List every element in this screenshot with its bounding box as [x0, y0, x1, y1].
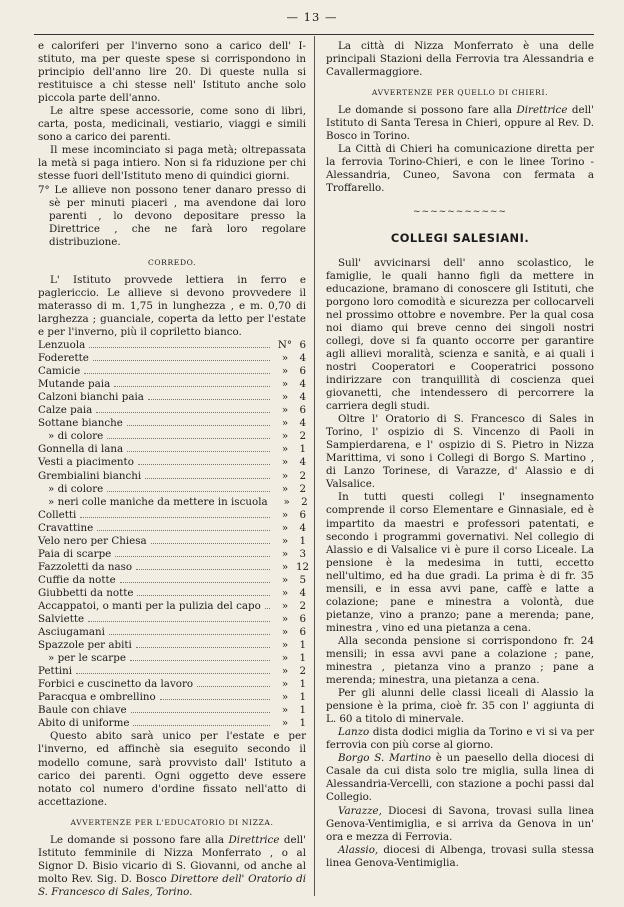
- corredo-item-name: Cuffie da notte: [38, 573, 116, 586]
- corredo-item: [38, 600, 306, 613]
- leader-dots: [265, 600, 270, 609]
- corredo-item: [38, 404, 306, 417]
- place-description: è un paesello della diocesi di Casale da cui dista solo tre miglia, sulla linea di Alessandria-Vercelli, con stazione a pochi passi dal Collegio.: [326, 752, 594, 804]
- quantity-mark: »: [281, 652, 289, 665]
- quantity-mark: »: [281, 430, 289, 443]
- quantity-value: 6: [299, 613, 306, 626]
- intro-paragraph-1: e caloriferi per l'inverno sono a carico dell' I-stituto, ma per queste spese si corrispondono in principio dell'anno lire 20. Di queste nulla si restituisce a chi stesse nell' Istituto anche solo piccola parte dell'anno.: [38, 40, 306, 105]
- corredo-item-name: Spazzole per abiti: [38, 639, 132, 652]
- leader-dots: [133, 717, 270, 726]
- quantity-value: 4: [299, 586, 306, 599]
- corredo-item-quantity: [274, 417, 306, 430]
- leader-dots: [97, 522, 270, 531]
- corredo-item-quantity: [274, 404, 306, 417]
- corredo-item: [38, 560, 310, 574]
- corredo-item-name: Giubbetti da notte: [38, 586, 134, 599]
- place-description: diocesi di Albenga, trovasi sulla stessa linea Genova-Ventimiglia.: [326, 843, 594, 869]
- quantity-mark: »: [281, 521, 289, 534]
- quantity-value: 4: [299, 391, 306, 404]
- leader-dots: [151, 535, 270, 544]
- leader-dots: [127, 443, 270, 452]
- quantity-mark: »: [281, 534, 289, 547]
- corredo-item: [38, 443, 306, 456]
- quantity-mark: »: [281, 482, 289, 495]
- corredo-item-name: Forbici e cuscinetto da lavoro: [38, 678, 194, 691]
- corredo-heading: CORREDO.: [147, 257, 197, 267]
- closing-paragraph: Questo abito sarà unico per l'estate e per l'inverno, ed affinchè sia eseguito secondo il modello comune, sarà provvisto dall' Istituto a carico dei parenti. Ogni oggetto deve essere notato col numero d'ordine fissato nell'atto di accettazione.: [38, 730, 306, 808]
- leader-dots: [136, 561, 270, 570]
- place-description: Diocesi di Savona, trovasi sulla linea Genova-Ventimiglia, e si arriva da Genova in un' ora e mezza di Ferrovia.: [326, 804, 595, 843]
- place-name: Alassio,: [338, 843, 379, 856]
- nizza-heading: AVVERTENZE PER L'EDUCATORIO DI NIZZA.: [70, 817, 274, 827]
- leader-dots: [130, 652, 270, 661]
- chieri-heading: AVVERTENZE PER QUELLO DI CHIERI.: [371, 88, 549, 98]
- nizza-text-italic-1: Direttrice: [228, 833, 280, 846]
- corredo-item-quantity: [274, 456, 306, 469]
- quantity-value: 1: [299, 443, 306, 456]
- intro-paragraph-3: Il mese incominciato si paga metà; oltrepassata la metà si paga intiero. Non si fa riduzione per chi stesse fuori dell'Istituto meno di quindici giorni.: [38, 144, 306, 183]
- quantity-mark: »: [281, 626, 289, 639]
- quantity-value: 2: [299, 469, 306, 482]
- corredo-item-quantity: [274, 509, 306, 522]
- corredo-item-name: » per le scarpe: [48, 652, 126, 665]
- corredo-item: [38, 652, 306, 665]
- collegi-paragraph-1: Sull' avvicinarsi dell' anno scolastico, le famiglie, le quali hanno figli da mettere in educazione, bramano di conoscere gli Istituti, che porgono loro comodità e sicurezza per collocarveli nel prossimo ottobre e novembre. Per la qual cosa noi diamo qui breve cenno dei singoli nostri collegi, dove si fa quanto occorre per garantire agli allievi moralità, scienza e sanità, e ai quali i nostri Cooperatori e Cooperatrici possono indirizzare con tranquillità di coscienza quei giovanetti, che intendessero di percorrere la carriera degli studi.: [326, 256, 594, 413]
- quantity-mark: »: [281, 508, 289, 521]
- leader-dots: [138, 456, 270, 465]
- corredo-item: [38, 613, 306, 626]
- corredo-item: [38, 574, 306, 587]
- corredo-item-name: Calze paia: [38, 404, 93, 417]
- corredo-item-quantity: [274, 717, 306, 730]
- quantity-value: 6: [299, 365, 306, 378]
- corredo-item: [38, 456, 306, 469]
- page-number: — 13 —: [286, 10, 338, 24]
- header-rule: [34, 34, 594, 35]
- corredo-item-name: Abito di uniforme: [38, 717, 130, 730]
- corredo-item-name: Paracqua e ombrellino: [38, 691, 156, 704]
- leader-dots: [145, 470, 270, 479]
- corredo-item-name: Baule con chiave: [38, 704, 127, 717]
- quantity-value: 4: [299, 521, 306, 534]
- quantity-value: 2: [299, 599, 306, 612]
- corredo-item-quantity: [274, 560, 310, 574]
- leader-dots: [80, 509, 270, 518]
- quantity-mark: »: [281, 547, 289, 560]
- quantity-value: 2: [299, 430, 306, 443]
- corredo-item: [38, 704, 306, 717]
- quantity-value: 1: [299, 652, 306, 665]
- corredo-item: [38, 639, 306, 652]
- quantity-mark: »: [283, 495, 290, 508]
- quantity-value: 6: [299, 626, 306, 639]
- corredo-item-quantity: [274, 704, 306, 717]
- quantity-value: 2: [301, 495, 308, 508]
- corredo-item-quantity: [274, 443, 306, 456]
- quantity-mark: »: [281, 352, 289, 365]
- leader-dots: [96, 404, 270, 413]
- leader-dots: [89, 339, 270, 348]
- corredo-item-quantity: [274, 535, 306, 548]
- quantity-mark: »: [281, 613, 289, 626]
- place-name: Borgo S. Martino: [338, 752, 431, 765]
- quantity-value: 5: [299, 573, 306, 586]
- quantity-mark: »: [281, 586, 289, 599]
- corredo-item-name: Paia di scarpe: [38, 547, 112, 560]
- corredo-item-quantity: [274, 339, 306, 352]
- quantity-mark: »: [281, 678, 289, 691]
- leader-dots: [120, 574, 270, 583]
- quantity-mark: »: [281, 573, 289, 586]
- chieri-text-b: dell' Istituto di Santa Teresa in Chieri, oppure al Rev. D. Bosco in Torino.: [326, 104, 594, 143]
- quantity-mark: »: [281, 365, 289, 378]
- corredo-item-quantity: [274, 600, 306, 613]
- corredo-item-quantity: [274, 430, 306, 443]
- corredo-item: [38, 496, 306, 509]
- quantity-value: 1: [299, 704, 306, 717]
- quantity-value: 12: [296, 560, 310, 573]
- corredo-item-quantity: [274, 626, 306, 639]
- leader-dots: [148, 391, 270, 400]
- left-column: [38, 40, 310, 899]
- intro-paragraph-2: Le altre spese accessorie, come sono di libri, carta, posta, medicinali, vestiario, viaggi e simili sono a carico dei parenti.: [38, 105, 306, 144]
- leader-dots: [88, 613, 270, 622]
- corredo-item-quantity: [274, 639, 306, 652]
- quantity-value: 3: [299, 547, 306, 560]
- rule-point-7: 7° Le allieve non possono tener danaro presso di sè per minuti piaceri , ma avendone dai loro parenti , lo devono depositare presso la Direttrice , che ne farà loro regolare distribuzione.: [38, 183, 306, 248]
- corredo-item-name: Fazzoletti da naso: [38, 560, 133, 573]
- corredo-item-name: Asciugamani: [38, 626, 105, 639]
- corredo-item-quantity: [274, 522, 306, 535]
- corredo-item: [38, 522, 306, 535]
- quantity-mark: »: [281, 717, 289, 730]
- corredo-item-name: Velo nero per Chiesa: [38, 534, 147, 547]
- quantity-value: 1: [299, 639, 306, 652]
- corredo-paragraph: L' Istituto provvede lettiera in ferro e paglericcio. Le allieve si devono provvedere il materasso di m. 1,75 in lunghezza , e m. 0,70 di larghezza ; guanciale, coperta da letto per l'estate e per l'inverno, più il copriletto bianco.: [38, 273, 306, 338]
- quantity-mark: »: [281, 404, 289, 417]
- nizza-paragraph: [38, 834, 306, 899]
- corredo-item-name: Lenzuola: [38, 339, 86, 352]
- quantity-value: 4: [299, 417, 306, 430]
- corredo-item-quantity: [274, 678, 306, 691]
- right-column: [326, 40, 594, 870]
- leader-dots: [137, 587, 270, 596]
- nizza-text-a: Le domande si possono fare alla: [50, 833, 225, 846]
- corredo-item-quantity: [274, 378, 306, 391]
- corredo-item-name: Vesti a piacimento: [38, 456, 134, 469]
- corredo-item-name: Calzoni bianchi paia: [38, 391, 144, 404]
- column-divider: [314, 36, 315, 896]
- corredo-item-name: Gonnella di lana: [38, 443, 124, 456]
- place-name: Lanzo: [338, 726, 370, 739]
- corredo-item-quantity: [274, 391, 306, 404]
- quantity-value: 4: [299, 352, 306, 365]
- quantity-mark: »: [281, 560, 289, 573]
- corredo-item-name: » neri colle maniche da mettere in iscuola: [48, 495, 268, 508]
- corredo-item: [38, 509, 306, 522]
- corredo-item-quantity: [274, 587, 306, 600]
- corredo-item-quantity: [274, 365, 306, 378]
- quantity-value: 6: [299, 508, 306, 521]
- quantity-mark: »: [281, 599, 289, 612]
- corredo-item: [38, 717, 306, 730]
- corredo-item: [38, 378, 306, 391]
- quantity-value: 1: [299, 534, 306, 547]
- chieri-text-a: Le domande si possono fare alla: [338, 104, 513, 117]
- corredo-item: [38, 665, 306, 678]
- quantity-mark: »: [281, 665, 289, 678]
- quantity-mark: »: [281, 417, 289, 430]
- corredo-item: [38, 352, 306, 365]
- corredo-item-quantity: [274, 613, 306, 626]
- place-paragraph: [326, 844, 594, 870]
- corredo-item-quantity: [274, 665, 306, 678]
- corredo-list: [38, 339, 310, 730]
- corredo-item-name: Mutande paia: [38, 378, 111, 391]
- quantity-value: 1: [299, 691, 306, 704]
- collegi-paragraph-3: In tutti questi collegi l' insegnamento comprende il corso Elementare e Ginnasiale, ed è impartito da maestri e professori patentati, e secondo i programmi governativi. Nel collegio di Alassio e di Valsalice vi è pure il corso Liceale. La pensione è la medesima in tutti, eccetto nell'ultimo, ed ha due gradi. La prima è di fr. 35 mensili, e in essa avvi pane, caffè e latte a colazione; pane e minestra a volontà, due pietanze, vino a pranzo; pane a merenda; pane, minestra , vino ed una pietanza a cena.: [326, 491, 594, 634]
- corredo-item-name: Sottane bianche: [38, 417, 123, 430]
- leader-dots: [160, 691, 270, 700]
- collegi-paragraph-5: Per gli alunni delle classi liceali di Alassio la pensione è la prima, cioè fr. 35 con l' aggiunta di L. 60 a titolo di minervale.: [326, 687, 594, 726]
- nizza-city-paragraph: La città di Nizza Monferrato è una delle principali Stazioni della Ferrovia tra Alessandria e Cavallermaggiore.: [326, 40, 594, 79]
- quantity-mark: »: [281, 391, 289, 404]
- place-name: Varazze,: [338, 804, 382, 817]
- corredo-item-name: Grembialini bianchi: [38, 469, 142, 482]
- corredo-item-name: Salviette: [38, 613, 85, 626]
- corredo-item-name: » di colore: [48, 430, 104, 443]
- collegi-paragraph-4: Alla seconda pensione si corrispondono fr. 24 mensili; in essa avvi pane a colazione ; pane, minestra , pietanza vino a pranzo ; pane a merenda; minestra, una pietanza a cena.: [326, 634, 594, 687]
- collegi-title: COLLEGI SALESIANI.: [390, 230, 530, 245]
- corredo-item: [38, 339, 306, 352]
- quantity-mark: »: [281, 639, 289, 652]
- place-description: dista dodici miglia da Torino e vi si va per ferrovia con più corse al giorno.: [326, 726, 594, 752]
- leader-dots: [93, 352, 270, 361]
- corredo-item-name: Colletti: [38, 508, 77, 521]
- place-paragraph: [326, 805, 594, 844]
- corredo-item: [38, 470, 306, 483]
- nizza-text-italic-2: Direttore dell' Oratorio di S. Francesco di Sales, Torino.: [38, 872, 306, 898]
- leader-dots: [107, 483, 270, 492]
- corredo-item-quantity: [274, 691, 306, 704]
- corredo-item-quantity: [274, 483, 306, 496]
- quantity-mark: »: [281, 443, 289, 456]
- corredo-item-name: Cravattine: [38, 521, 94, 534]
- corredo-item: [38, 587, 306, 600]
- collegi-paragraph-2: Oltre l' Oratorio di S. Francesco di Sales in Torino, l' ospizio di S. Vincenzo di Paoli in Sampierdarena, e l' ospizio di S. Pietro in Nizza Marittima, vi sono i Collegi di Borgo S. Martino , di Lanzo Torinese, di Varazze, d' Alassio e di Valsalice.: [326, 413, 594, 491]
- place-paragraph: [326, 752, 594, 804]
- leader-dots: [136, 639, 270, 648]
- corredo-item: [38, 535, 306, 548]
- corredo-item-name: Foderette: [38, 352, 89, 365]
- quantity-value: 4: [299, 378, 306, 391]
- leader-dots: [197, 678, 270, 687]
- quantity-mark: »: [281, 469, 289, 482]
- quantity-mark: »: [281, 691, 289, 704]
- nizza-text-b: dell' Istituto femminile di Nizza Monferrato , o al Signor D. Bisio vicario di S. Giovanni, od anche al molto Rev. Sig. D. Bosco: [38, 833, 306, 885]
- places-list: [326, 726, 594, 870]
- corredo-item-quantity: [276, 496, 308, 509]
- corredo-item-quantity: [274, 574, 306, 587]
- leader-dots: [131, 704, 270, 713]
- quantity-value: 4: [299, 456, 306, 469]
- corredo-item-quantity: [274, 470, 306, 483]
- corredo-item-name: Pettini: [38, 665, 73, 678]
- corredo-item-name: Camicie: [38, 365, 81, 378]
- quantity-value: 2: [299, 482, 306, 495]
- quantity-mark: »: [281, 704, 289, 717]
- quantity-value: 6: [299, 339, 306, 352]
- leader-dots: [107, 430, 270, 439]
- quantity-value: 1: [299, 717, 306, 730]
- corredo-item: [38, 548, 306, 561]
- corredo-item-quantity: [274, 652, 306, 665]
- corredo-item-quantity: [274, 352, 306, 365]
- corredo-item: [38, 391, 306, 404]
- corredo-item-quantity: [274, 548, 306, 561]
- quantity-mark: »: [281, 378, 289, 391]
- section-divider: ~~~~~~~~~~~: [413, 206, 507, 217]
- quantity-value: 1: [299, 678, 306, 691]
- quantity-mark: N°: [277, 339, 293, 352]
- leader-dots: [84, 365, 270, 374]
- leader-dots: [115, 548, 270, 557]
- place-paragraph: [326, 726, 594, 752]
- corredo-item: [38, 417, 306, 430]
- corredo-item: [38, 365, 306, 378]
- chieri-text-italic: Direttrice: [516, 104, 568, 117]
- leader-dots: [114, 378, 270, 387]
- quantity-value: 2: [299, 665, 306, 678]
- corredo-item: [38, 483, 306, 496]
- quantity-value: 6: [299, 404, 306, 417]
- leader-dots: [109, 626, 270, 635]
- corredo-item-name: Accappatoi, o manti per la pulizia del capo: [38, 599, 261, 612]
- leader-dots: [127, 417, 270, 426]
- chieri-city-paragraph: La Città di Chieri ha comunicazione diretta per la ferrovia Torino-Chieri, e con le linee Torino -Alessandria, Cuneo, Savona con fermata a Troffarello.: [326, 143, 594, 195]
- corredo-item: [38, 430, 306, 443]
- corredo-item: [38, 678, 306, 691]
- corredo-item: [38, 626, 306, 639]
- leader-dots: [76, 665, 270, 674]
- corredo-item: [38, 691, 306, 704]
- chieri-paragraph: [326, 104, 594, 143]
- quantity-mark: »: [281, 456, 289, 469]
- corredo-item-name: » di colore: [48, 482, 104, 495]
